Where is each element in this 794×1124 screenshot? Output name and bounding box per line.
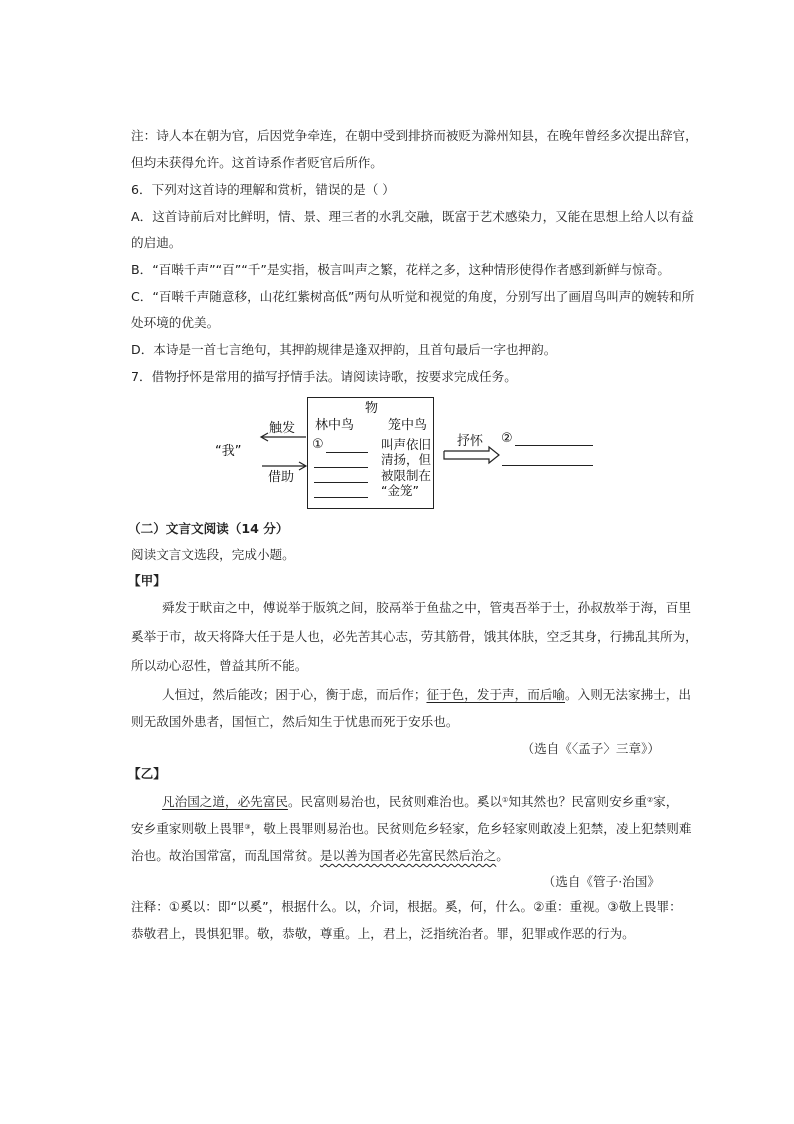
yi-underlined-conclusion: 是以善为国者必先富民然后治之 [319, 848, 497, 863]
jia-p2-line-2: 则无敌国外患者，国恒亡，然后知生于忧患而死于安乐也。 [131, 714, 459, 729]
jia-p2-line-1 [162, 687, 691, 703]
caged-bird-label: 笼中鸟 [388, 418, 428, 433]
footnote-1-mark: ① [502, 796, 509, 804]
yi-notes-line-1: 注释：①奚以：即“以奚”，根据什么。以，介词，根据。奚，何，什么。②重：重视。③敬上畏罪： [131, 899, 682, 914]
blank-1-line-c [314, 482, 368, 483]
blank-1-line-d [314, 497, 368, 498]
yi-line-1 [162, 794, 678, 810]
yi-line-2-text-a: 安乡重家则敬上畏罪 [131, 821, 245, 836]
blank-2-line-a [515, 445, 593, 446]
yi-label: 【乙】 [128, 766, 166, 781]
option-c-line-1: C．“百啭千声随意移，山花红紫树高低”两句从听觉和视觉的角度，分别写出了画眉鸟叫声的婉转和所 [131, 289, 695, 304]
wu-label: 物 [365, 401, 379, 416]
jiezhu-arrow-head [299, 462, 306, 470]
jia-source: （选自《〈孟子〉三章》） [521, 741, 660, 756]
yi-line-3-text-a: 治也。故治国常富，而乱国常贫。 [131, 848, 320, 863]
blank-2-line-b [502, 465, 593, 466]
chufa-label: 触发 [269, 421, 296, 436]
caged-bird-description [381, 437, 431, 498]
blank-1-line-b [314, 467, 368, 468]
blank-1-line-a [326, 452, 368, 453]
jia-p1-line-1: 舜发于畎亩之中，傅说举于版筑之间，胶鬲举于鱼盐之中，管夷吾举于士，孙叔敖举于海，百里 [162, 600, 691, 615]
option-a-line-1: A．这首诗前后对比鲜明，情、景、理三者的水乳交融，既富于艺术感染力，又能在思想上给人以有益 [131, 209, 694, 224]
jiezhu-label: 借助 [268, 470, 295, 485]
option-b: B．“百啭千声”“百”“千”是实指，极言叫声之繁，花样之多，这种情形使得作者感到新鲜与惊奇。 [131, 262, 670, 277]
yi-line-1-text-c: 家， [653, 794, 679, 809]
yi-line-1-text-a: 。民富则易治也，民贫则难治也。奚以 [287, 794, 503, 809]
cage-line-3: 被限制在 [381, 467, 432, 483]
cage-line-2: 清扬，但 [381, 452, 432, 468]
jia-p2-text-b: 。入则无法家拂士，出 [565, 687, 691, 702]
yi-source: （选自《管子·治国》 [542, 874, 660, 889]
footnote-2-mark: ② [646, 796, 654, 804]
jia-p2-text-a: 人恒过，然后能改；困于心，衡于虑，而后作； [162, 687, 427, 702]
wo-label: “我” [215, 444, 242, 459]
forest-bird-label: 林中鸟 [315, 418, 355, 433]
shuhuai-label: 抒怀 [457, 434, 484, 449]
section-2-title: （二）文言文阅读（14 分） [128, 521, 289, 536]
question-6-stem: 6．下列对这首诗的理解和赏析，错误的是（ ） [131, 182, 395, 197]
yi-line-2 [131, 821, 691, 837]
yi-line-3-text-b: 。 [496, 848, 509, 863]
poem-note-line-1: 注：诗人本在朝为官，后因党争牵连，在朝中受到排挤而被贬为滁州知县，在晚年曾经多次提出辞官， [131, 128, 698, 143]
question-7-stem: 7．借物抒怀是常用的描写抒情手法。请阅读诗歌，按要求完成任务。 [131, 369, 517, 384]
circle-1-label: ① [312, 437, 324, 452]
jia-p1-line-3: 所以动心忍性，曾益其所不能。 [131, 658, 308, 673]
cage-line-4: “金笼” [381, 482, 419, 498]
yi-line-1-text-b: 知其然也？民富则安乡重 [508, 794, 647, 809]
yi-notes-line-2: 恭敬君上，畏惧犯罪。敬，恭敬，尊重。上，君上，泛指统治者。罪，犯罪或作恶的行为。 [131, 926, 635, 941]
yi-underlined-opening: 凡治国之道，必先富民 [162, 794, 288, 809]
shuhuai-arrow [444, 447, 499, 463]
jia-p1-line-2: 奚举于市，故天将降大任于是人也，必先苦其心志，劳其筋骨，饿其体肤，空乏其身，行拂乱其所为， [131, 629, 698, 644]
jia-underlined-sentence: 征于色，发于声，而后喻 [426, 687, 565, 702]
jia-label: 【甲】 [128, 573, 166, 588]
section-2-intro: 阅读文言文选段，完成小题。 [131, 547, 295, 562]
cage-line-1: 叫声依旧 [381, 437, 432, 452]
option-a-line-2: 的启迪。 [131, 235, 182, 250]
option-d: D．本诗是一首七言绝句，其押韵规律是逢双押韵，且首句最后一字也押韵。 [131, 342, 557, 357]
yi-line-3 [131, 848, 509, 864]
yi-line-2-text-b: ，敬上畏罪则易治也。民贫则危乡轻家，危乡轻家则敢凌上犯禁，凌上犯禁则难 [250, 821, 692, 836]
circle-2-label: ② [501, 431, 513, 446]
option-c-line-2: 处环境的优美。 [131, 315, 220, 330]
chufa-arrow-head [261, 433, 268, 441]
poem-note-line-2: 但均未获得允许。这首诗系作者贬官后所作。 [131, 155, 383, 170]
footnote-3-mark: ③ [244, 823, 251, 831]
